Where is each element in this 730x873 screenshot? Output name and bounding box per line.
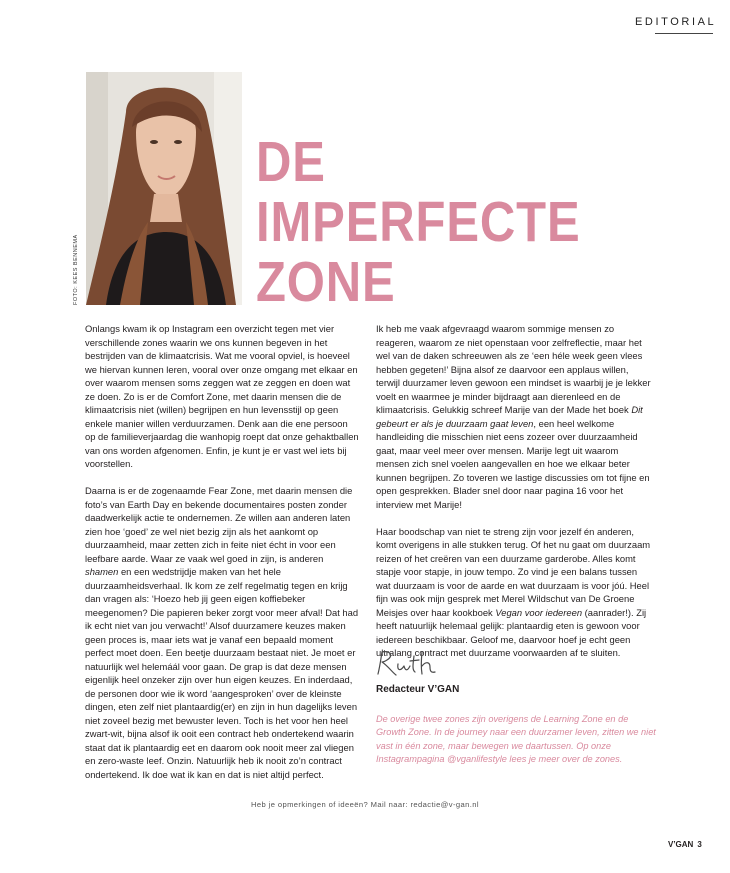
section-label: EDITORIAL (635, 16, 717, 28)
headline-line: DE (256, 130, 326, 194)
closing-note: De overige twee zones zijn overigens de Learning Zone en de Growth Zone. In de journey naar een duurzamer leven, zitten we niet vast in één zone, maar bewegen we daartussen. Op onze Instagrampagina @vganlifestyle lees je meer over de zones. (376, 714, 656, 764)
body-text: Haar boodschap van niet te streng zijn voor jezelf én anderen, komt overigens in alle stukken terug. Of het nu gaat om duurzaam reizen of het creëren van een duurzame garderobe. Alles komt stapje voor stapje, in jouw tempo. Zo vind je een balans tussen wat duurzaam is voor de aarde en wat duurzaam is voor jóú. Heel fijn was ook mijn gesprek met Merel Wildschut van De Groene Meisjes over haar kookboek (376, 525, 651, 618)
body-text: Daarna is er de zogenaamde Fear Zone, met daarin mensen die foto’s van Earth Day en bekende documentaires posten zonder daadwerkelijk actie te ondernemen. Ze willen aan anderen laten zien hoe ‘goed’ ze wel niet bezig zijn als het aankomt op duurzaamheid, maar zetten zich in feite niet écht in voor een leefbare aarde. Waar ze vaak wel goed in zijn, is anderen (85, 485, 353, 564)
body-column-right (376, 322, 652, 673)
headline-line: ZONE (256, 250, 396, 314)
magazine-brand: V’GAN (668, 840, 694, 849)
body-text: Ik heb me vaak afgevraagd waarom sommige mensen zo reageren, waarom ze niet openstaan voor zelfreflectie, maar het wel van de daken schreeuwen als ze ‘een héle week geen vlees hebben gegeten!’ Bijna alsof ze daarvoor een applaus willen, terwijl duurzamer leven gewoon een mindset is waarbij je je lekker voelt en waarmee je minder bijdraagt aan dierenleed en de klimaatcrisis. Gelukkig schreef Marije van der Made het boek (376, 323, 651, 415)
body-text: Onlangs kwam ik op Instagram een overzicht tegen met vier verschillende zones waarin we ons kunnen begeven in het bestrijden van de klimaatcrisis. Wat me vooral opviel, is hoeveel we hiervan kunnen leren, vooral over onze omgang met elkaar en over waarom mensen soms zeggen wat ze zeggen en doen wat ze doen. Zo is er de Comfort Zone, met daarin mensen die de klimaatcrisis niet (willen) begrijpen en hun levensstijl op geen enkele manier willen verduurzamen. Denk aan die ene persoon op de familieverjaardag die wanhopig roept dat onze gehaktballen van ons worden afgenomen. Enfin, je kunt je er vast wel iets bij voorstellen. (85, 323, 359, 469)
handwritten-signature (372, 648, 442, 682)
emphasis-text: shamen (85, 566, 119, 577)
body-paragraph (376, 525, 652, 660)
page-number: 3 (697, 840, 702, 849)
book-title: Vegan voor iedereen (495, 606, 583, 618)
article-headline (256, 132, 581, 312)
body-text: , een heel welkome handleiding die misschien niet eens zozeer over duurzaamheid gaat, maar veel meer over mensen. Marije legt uit waarom mensen zich snel voelen aangevallen en hoe we elkaar beter kunnen begrijpen. Zo toveren we lastige discussies om tot fijne en open gesprekken. Blader snel door naar pagina 16 voor het interview met Marije! (376, 417, 650, 510)
body-text: en een wedstrijdje maken van het hele duurzaamheidsverhaal. Ik kom ze zelf regelmatig tegen en krijg dan vragen als: ‘Hoezo heb jij geen eigen koffiebeker meegenomen? Die papieren beker zorgt voor meer afval! Dat had ik echt niet van jou verwacht!’ Alsof duurzamere keuzes maken geen proces is, maar iets wat je vanaf een bepaald moment perfect moet doen. Een beetje duurzaam bestaat niet. Je moet er natuurlijk wel helemáál voor gaan. De grap is dat deze mensen eigenlijk heel onzeker zijn over hun eigen keuzes. En inderdaad, de personen door wie ik word ‘aangesproken’ over de kleinste dingen, eten zelf niet plantaardig(er) en zijn in hun dagelijks leven niet zoveel bezig met bewuster leven. Toch is het voor hen heel zwart-wit, bijna alsof ik ooit een contract heb ondertekend waarin staat dat ik plantaardig eet en daarom ook nooit meer zal vliegen en zero-waste leef. Onzin. Natuurlijk heb ik nooit zo’n contract ondertekend. Ik doe wat ik kan en dat is niet altijd perfect. (85, 566, 359, 780)
page-footer (668, 840, 702, 849)
feedback-contact-line: Heb je opmerkingen of ideeën? Mail naar: redactie@v-gan.nl (250, 800, 480, 809)
body-paragraph (376, 322, 652, 511)
body-paragraph (85, 484, 359, 781)
editor-portrait-photo (86, 72, 242, 305)
body-paragraph (85, 322, 359, 471)
section-divider (655, 33, 713, 34)
headline-line: IMPERFECTE (256, 190, 581, 254)
photo-credit: FOTO: KEES BENNEMA (73, 234, 79, 305)
book-title: Dit gebeurt er als je duurzaam gaat leven (376, 404, 643, 429)
body-text: (aanrader!). Zij heeft natuurlijk helemaal gelijk: plantaardig eten is gewoon voor iedereen beschikbaar. Geloof me, daarvoor hoef je echt geen ultralang contract met duurzame voorwaarden af te sluiten. (376, 606, 647, 658)
body-column-left (85, 322, 359, 795)
editor-signature-name: Redacteur V’GAN (376, 684, 460, 695)
